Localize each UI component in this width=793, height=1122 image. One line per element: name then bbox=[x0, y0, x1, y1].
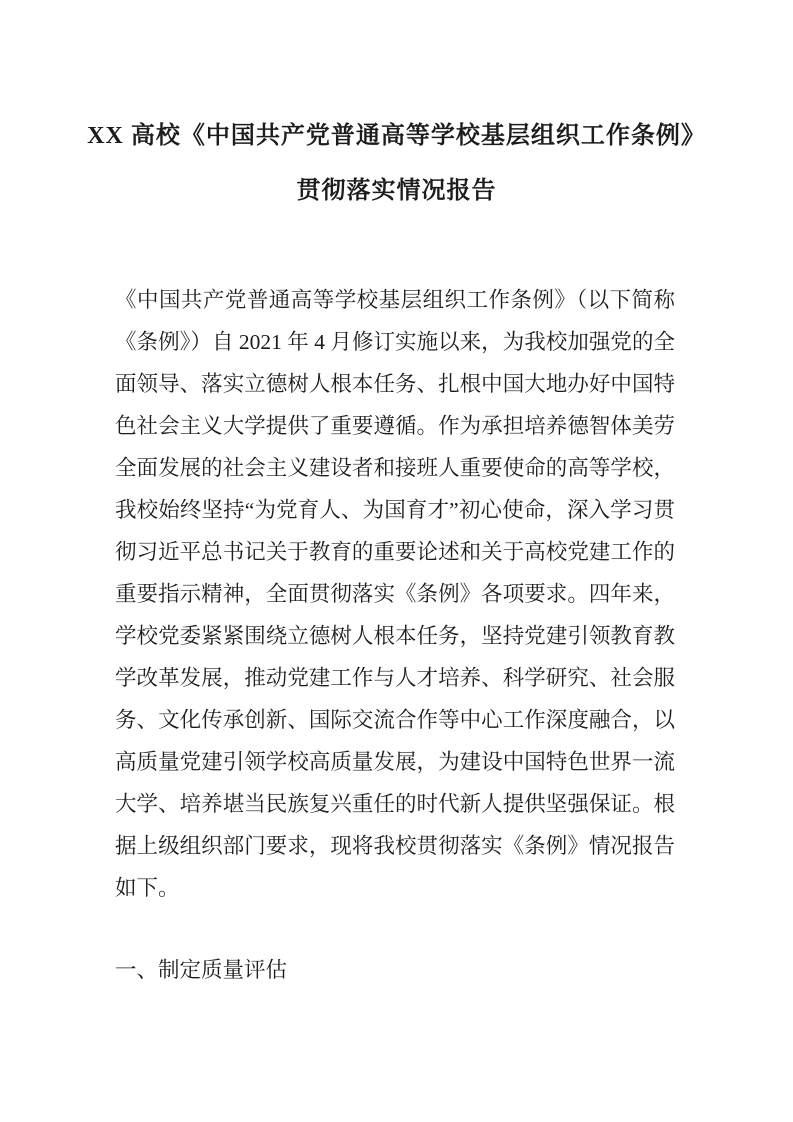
document-title-line-2: 贯彻落实情况报告 bbox=[296, 178, 497, 204]
section-heading-1: 一、制定质量评估 bbox=[115, 958, 288, 982]
intro-paragraph: 《中国共产党普通高等学校基层组织工作条例》（以下简称《条例》）自 2021 年 4 月修订实施以来，为我校加强党的全面领导、落实立德树人根本任务、扎根中国大地办好中国特色社会主义大学提供了重要遵循。作为承担培养德智体美劳全面发展的社会主义建设者和接班人重要使命的高等学校，我校始终坚持“为党育人、为国育才”初心使命，深入学习贯彻习近平总书记关于教育的重要论述和关于高校党建工作的重要指示精神，全面贯彻落实《条例》各项要求。四年来，学校党委紧紧围绕立德树人根本任务，坚持党建引领教育教学改革发展，推动党建工作与人才培养、科学研究、社会服务、文化传承创新、国际交流合作等中心工作深度融合，以高质量党建引领学校高质量发展，为建设中国特色世界一流大学、培养堪当民族复兴重任的时代新人提供坚强保证。根据上级组织部门要求，现将我校贯彻落实《条例》情况报告如下。 bbox=[115, 288, 675, 900]
document-title-line-1: XX 高校《中国共产党普通高等学校基层组织工作条例》 bbox=[87, 123, 706, 149]
document-body bbox=[115, 279, 675, 991]
document-title bbox=[40, 109, 753, 219]
